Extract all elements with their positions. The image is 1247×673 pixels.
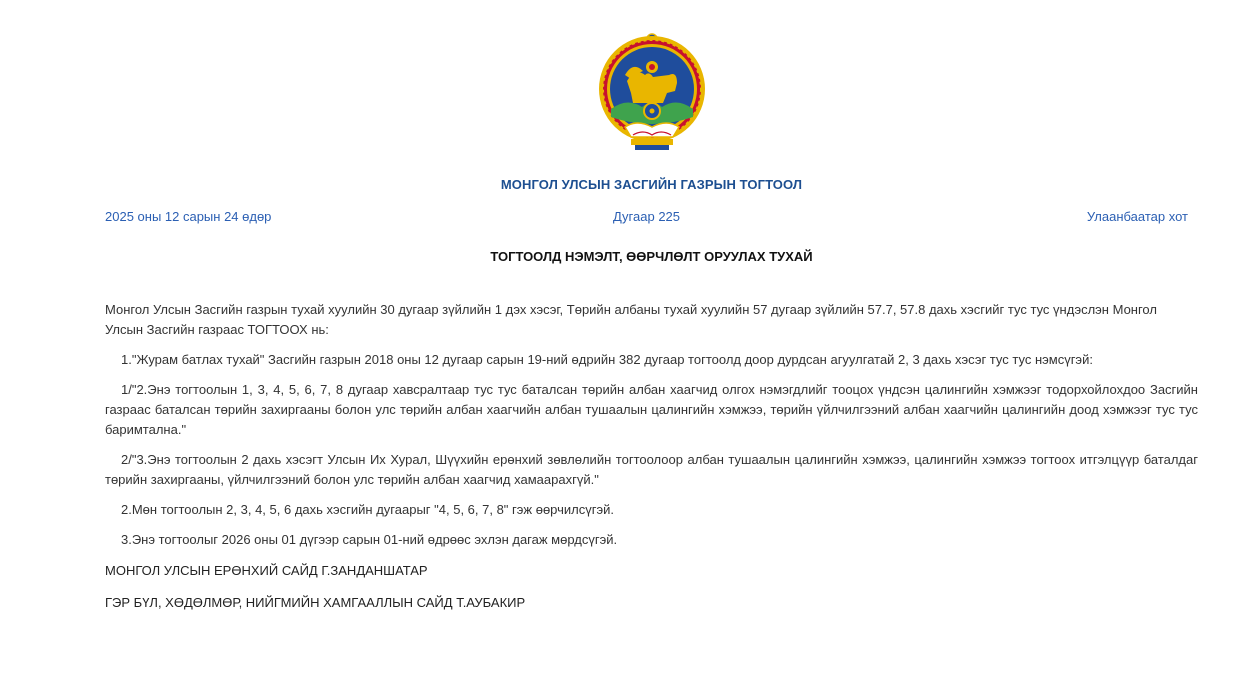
intro-paragraph: Монгол Улсын Засгийн газрын тухай хуулийн 30 дугаар зүйлийн 1 дэх хэсэг, Төрийн албаны тухай хуулийн 57 дугаар зүйлийн 57.7, 57.8 дахь хэсгийг тус тус үндэслэн Монгол Улсын Засгийн газраас ТОГТООХ нь: (105, 302, 1157, 337)
list-item: 1."Журам батлах тухай" Засгийн газрын 2018 оны 12 дугаар сарын 19-ний өдрийн 382 дугаар тогтоолд доор дурдсан агуулгатай 2, 3 дахь хэсэг тус тус нэмсүгэй: (121, 352, 1093, 367)
document-date: 2025 оны 12 сарын 24 өдөр (105, 209, 272, 224)
resolution-body (105, 300, 1198, 560)
document-place: Улаанбаатар хот (1086, 209, 1188, 224)
signature-minister: ГЭР БҮЛ, ХӨДӨЛМӨР, НИЙГМИЙН ХАМГААЛЛЫН САЙД Т.АУБАКИР (105, 595, 526, 610)
document-meta-row (105, 209, 1188, 227)
list-item: 3.Энэ тогтоолыг 2026 оны 01 дүгээр сарын 01-ний өдрөөс эхлэн дагаж мөрдсүгэй. (121, 532, 618, 547)
document-number: Дугаар 225 (612, 209, 681, 224)
list-item: 2/"3.Энэ тогтоолын 2 дахь хэсэгт Улсын Их Хурал, Шүүхийн ерөнхий зөвлөлийн тогтоолоор албан тушаалын цалингийн хэмжээ, цалингийн хэмжээ тогтоох итгэлцүүр баталдаг төрийн захиргааны, үйлчилгээний болон улс төрийн албан хаагчид хамаарахгүй." (105, 452, 1198, 487)
document-type-heading: МОНГОЛ УЛСЫН ЗАСГИЙН ГАЗРЫН ТОГТООЛ (500, 177, 803, 192)
list-item: 1/"2.Энэ тогтоолын 1, 3, 4, 5, 6, 7, 8 дугаар хавсралтаар тус тус баталсан төрийн албан хаагчид олгох нэмэгдлийг тооцох үндсэн цалингийн хэмжээг тодорхойлохдоо Засгийн газраас баталсан төрийн захиргааны болон улс төрийн албан хаагчийн албан тушаалын цалингийн хэмжээ, төрийн үйлчилгээний албан хаагчийн цалингийн доод хэмжээг тус тус баримтална." (105, 382, 1198, 437)
mongolia-state-emblem-icon (597, 31, 707, 153)
resolution-title: ТОГТООЛД НЭМЭЛТ, ӨӨРЧЛӨЛТ ОРУУЛАХ ТУХАЙ (490, 249, 813, 264)
signature-prime-minister: МОНГОЛ УЛСЫН ЕРӨНХИЙ САЙД Г.ЗАНДАНШАТАР (105, 563, 428, 578)
list-item: 2.Мөн тогтоолын 2, 3, 4, 5, 6 дахь хэсгийн дугаарыг "4, 5, 6, 7, 8" гэж өөрчилсүгэй. (121, 502, 614, 517)
